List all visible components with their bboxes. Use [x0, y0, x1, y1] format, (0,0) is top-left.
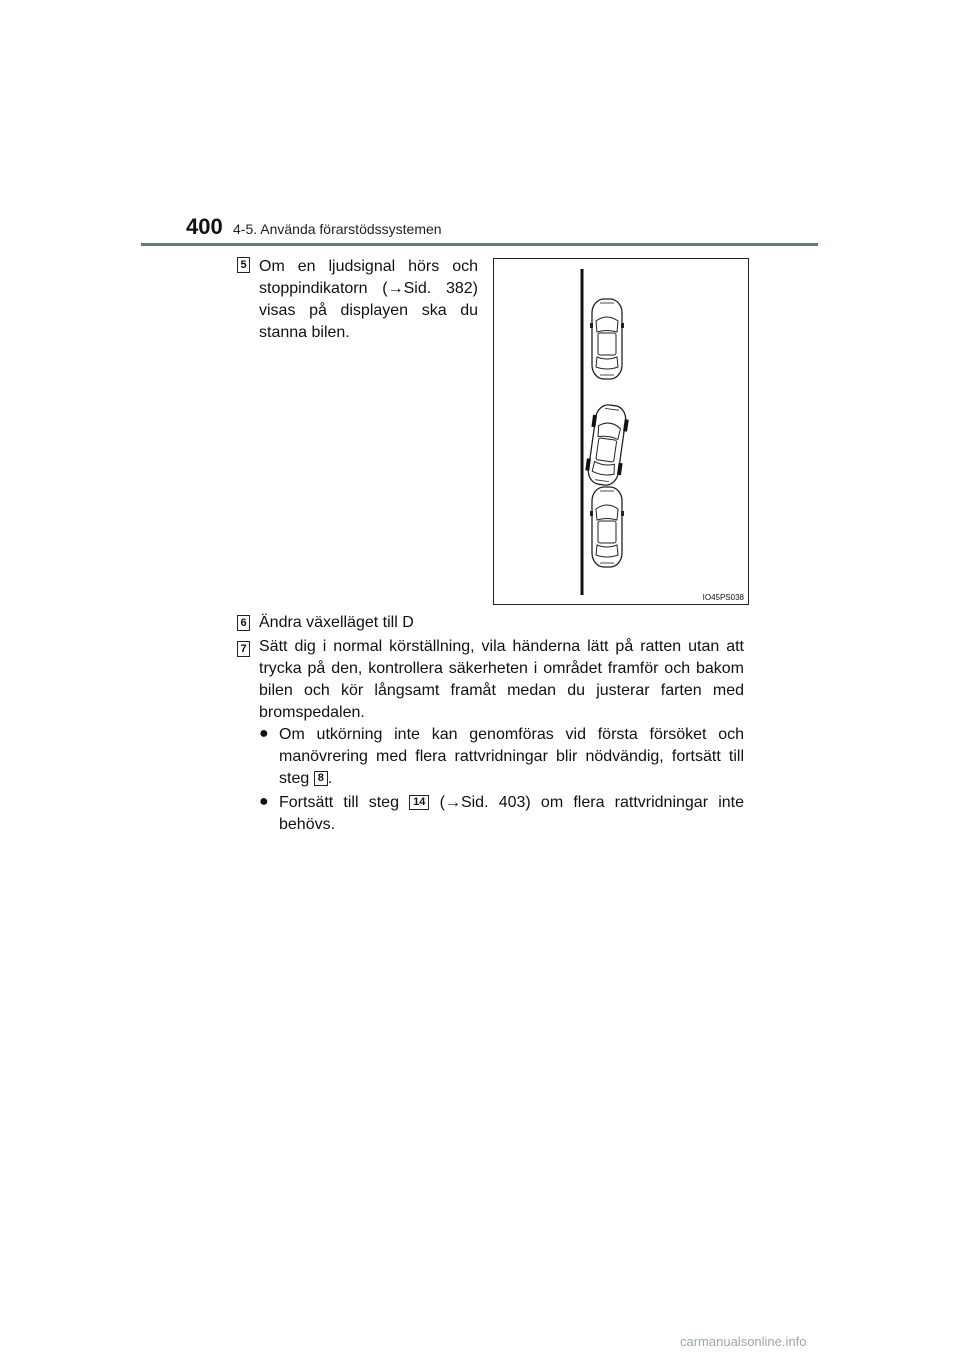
- parking-figure: [493, 258, 749, 605]
- page-number: 400: [186, 214, 223, 239]
- bullet-2-text-end: (→Sid. 403) om flera rattvridningar inte behövs.: [279, 794, 745, 833]
- footer-watermark: carmanualsonline.info: [680, 1334, 807, 1349]
- step-6-text: Ändra växelläget till D: [259, 614, 414, 631]
- parked-car-front: [590, 299, 624, 379]
- header-rule: [141, 243, 818, 246]
- maneuvering-car: [584, 403, 631, 487]
- bullet-2-dot: ●: [259, 793, 269, 810]
- step-ref-14: 14: [409, 795, 429, 810]
- parked-car-rear: [590, 487, 624, 567]
- step-number-5: 5: [237, 257, 250, 273]
- bullet-2-text: [279, 792, 744, 836]
- parking-illustration: [494, 259, 748, 604]
- section-title: 4-5. Använda förarstödssystemen: [233, 221, 442, 237]
- step-5-line-2: stoppindikatorn (→Sid. 382): [259, 280, 478, 297]
- bullet-1-text: [279, 724, 744, 790]
- step-ref-8: 8: [314, 771, 328, 786]
- step-5-line-4: stanna bilen.: [259, 324, 350, 341]
- step-5-line-1: Om en ljudsignal hörs och: [259, 258, 478, 275]
- step-5-line-3: visas på displayen ska du: [259, 302, 478, 319]
- step-number-6: 6: [237, 615, 250, 631]
- bullet-1-text-end: .: [327, 770, 333, 787]
- bullet-1-dot: ●: [259, 725, 269, 742]
- step-7-text: Sätt dig i normal körställning, vila händerna lätt på ratten utan att trycka på den, kontrollera säkerheten i området framför och bakom bilen och kör långsamt framåt medan du justerar farten med bromspedalen.: [259, 638, 744, 721]
- step-number-7: 7: [237, 641, 250, 657]
- bullet-1-text-main: Om utkörning inte kan genomföras vid första försöket och manövrering med flera rattvridningar blir nödvändig, fortsätt till steg: [279, 726, 744, 787]
- bullet-2-text-start: Fortsätt till steg: [279, 794, 399, 811]
- figure-code: IO45PS038: [702, 593, 744, 602]
